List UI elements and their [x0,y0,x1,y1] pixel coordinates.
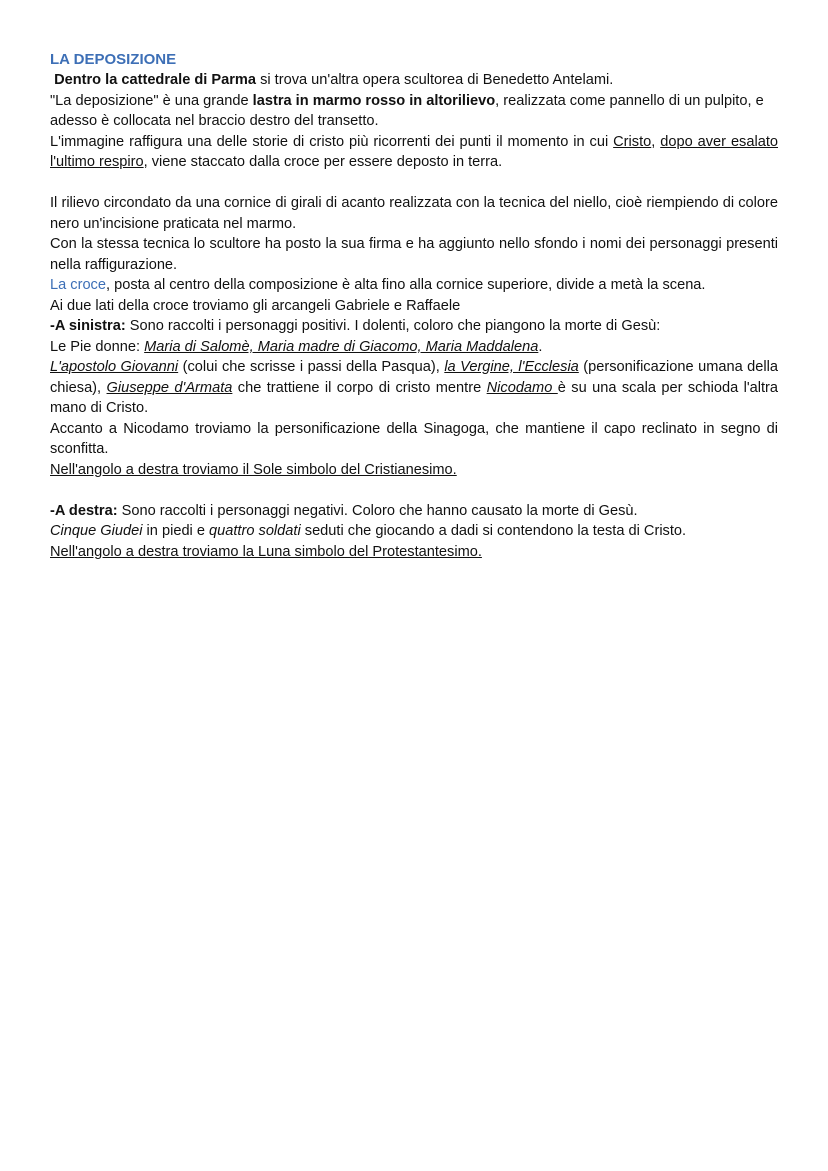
paragraph-luna: Nell'angolo a destra troviamo la Luna simbolo del Protestantesimo. [50,543,482,560]
paragraph-lastra [50,91,778,132]
document-title: LA DEPOSIZIONE [50,51,177,68]
text: , posta al centro della composizione è alta fino alla cornice superiore, divide a metà la scena. [105,277,706,293]
text: in piedi e [142,523,210,539]
paragraph-arcangeli: Ai due lati della croce troviamo gli arcangeli Gabriele e Raffaele [50,297,461,314]
bold-text: lastra in marmo rosso in altorilievo [252,92,496,109]
underlined-italic-text: Nicodamo [486,379,558,396]
paragraph-personaggi [50,357,778,419]
text: Sono raccolti i personaggi negativi. Coloro che hanno causato la morte di Gesù. [117,502,638,519]
text: (colui che scrisse i passi della Pasqua), [178,359,445,375]
text: , [651,133,661,150]
paragraph-cattedrale [50,70,778,91]
bold-text: Dentro la cattedrale di Parma [54,72,257,88]
text: "La deposizione" è una grande [50,92,253,109]
underlined-italic-text: Maria di Salomè, Maria madre di Giacomo, Maria Maddalena [144,338,539,355]
italic-text: Cinque Giudei [50,523,143,539]
text: (personificazione umana della chiesa), [50,359,779,396]
paragraph-giudei [50,521,778,542]
blank-line [50,480,778,501]
paragraph-immagine [50,132,778,173]
paragraph-sole: Nell'angolo a destra troviamo il Sole simbolo del Cristianesimo. [50,461,457,478]
paragraph-rilievo: Il rilievo circondato da una cornice di girali di acanto realizzata con la tecnica del niello, cioè riempiendo di colore nero un'incisione praticata nel marmo. [50,195,778,232]
blank-line [50,173,778,194]
italic-text: quattro soldati [209,523,301,539]
underlined-text: Cristo [613,133,652,150]
text: , realizzata come pannello di un pulpito, e adesso è collocata nel braccio destro del transetto. [50,92,764,129]
text: si trova un'altra opera scultorea di Benedetto Antelami. [256,72,614,88]
bold-text: -A destra: [50,502,118,519]
underlined-italic-text: Giuseppe d'Armata [106,379,233,396]
text: , viene staccato dalla croce per essere deposto in terra. [143,154,503,170]
blue-text: La croce [50,277,106,293]
text: seduti che giocando a dadi si contendono la testa di Cristo. [300,523,687,539]
underlined-italic-text: L'apostolo Giovanni [50,359,179,375]
paragraph-sinistra [50,316,778,337]
text: Le Pie donne: [50,338,145,355]
bold-text: -A sinistra: [50,318,126,334]
text: Sono raccolti i personaggi positivi. I dolenti, coloro che piangono la morte di Gesù: [125,318,661,334]
underlined-italic-text: la Vergine, l'Ecclesia [444,359,579,375]
underlined-text: dopo aver esalato l'ultimo respiro [50,133,779,170]
text: . [538,338,543,355]
paragraph-destra [50,501,778,522]
text: che trattiene il corpo di cristo mentre [232,379,487,396]
document-page [50,49,778,562]
paragraph-pie-donne [50,337,778,358]
paragraph-firma: Con la stessa tecnica lo scultore ha posto la sua firma e ha aggiunto nello sfondo i nomi dei personaggi presenti nella raffigurazione. [50,236,778,273]
paragraph-sinagoga: Accanto a Nicodamo troviamo la personificazione della Sinagoga, che mantiene il capo reclinato in segno di sconfitta. [50,420,778,457]
text: è su una scala per schioda l'altra mano di Cristo. [50,379,779,416]
text: L'immagine raffigura una delle storie di cristo più ricorrenti dei punti il momento in cui [50,133,614,150]
paragraph-croce [50,275,778,296]
